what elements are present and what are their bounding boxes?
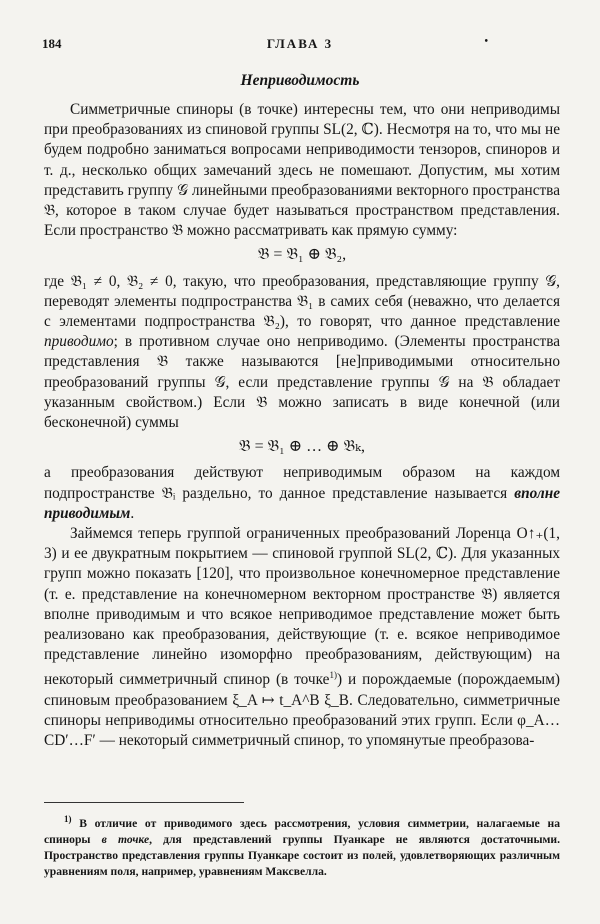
paragraph-2 bbox=[44, 272, 560, 434]
formula-finite-sum: 𝔅 = 𝔅₁ ⊕ … ⊕ 𝔅ₖ, bbox=[239, 438, 365, 456]
term-completely-reducible: вполне приводимым bbox=[44, 484, 560, 522]
chapter-title: ГЛАВА 3 bbox=[266, 36, 334, 51]
page-number: 184 bbox=[42, 36, 62, 51]
footnote-ref: 1) bbox=[329, 670, 337, 681]
paragraph-4-part-b: ) и порождаемые (порождаемым) спиновым преобразованием ξ_A ↦ t_A^B ξ_B. Следовательно, симметричные спиноры неприводимы относительно преобразований этих групп. Если φ_A…CD′…F′ — некоторый симметричный спинор, то упомянутые преобразова- bbox=[44, 671, 560, 750]
footnote bbox=[44, 811, 560, 880]
paragraph-3-part-a: а преобразования действуют неприводимым образом на каждом подпространстве 𝔅ᵢ раздельно, то данное представление называется bbox=[44, 464, 560, 502]
paragraph-2-part-b: ; в противном случае оно неприводимо. (Элементы пространства представления 𝔅 также называются [не]приводимыми относительно преобразований группы 𝒢, если представление группы 𝒢 на 𝔅 обладает указанным свойством.) Если 𝔅 можно записать в виде конечной (или бесконечной) суммы bbox=[44, 333, 560, 432]
term-reducible: приводимо bbox=[44, 333, 114, 351]
footnote-part-b: , для представлений группы Пуанкаре не являются достаточными. Пространство представления группы Пуанкаре состоит из полей, удовлетворяющих различным уравнениям поля, например, уравнениям Максвелла. bbox=[44, 832, 560, 878]
footnote-part-a: В отличие от приводимого здесь рассмотрения, условия симметрии, налагаемые на спиноры bbox=[44, 816, 560, 846]
main-text bbox=[44, 100, 560, 751]
header-mark: • bbox=[484, 36, 488, 47]
footnote-divider bbox=[44, 802, 244, 803]
paragraph-2-part-a: где 𝔅₁ ≠ 0, 𝔅₂ ≠ 0, такую, что преобразования, представляющие группу 𝒢, переводят элементы подпространства 𝔅₁ в самих себя (неважно, что делается с элементами подпространства 𝔅₂), то говорят, что данное представление bbox=[44, 272, 560, 331]
footnote-emph: в точке bbox=[101, 832, 150, 846]
section-title: Неприводимость bbox=[240, 72, 360, 89]
footnote-text bbox=[44, 811, 560, 880]
paragraph-4 bbox=[44, 524, 560, 751]
paragraph-4-part-a: Займемся теперь группой ограниченных преобразований Лоренца O↑₊(1, 3) и ее двукратным покрытием — спиновой группой SL(2, ℂ). Для указанных групп можно показать [120], что произвольное конечномерное представление (т. е. представление на конечномерном векторном пространстве 𝔅) является вполне приводимым и что всякое неприводимое представление может быть реализовано как преобразования, действующие (т. е. всякое неприводимое представление линейно изоморфно преобразованиям, действующим) на некоторый симметричный спинор (в точке bbox=[44, 525, 560, 689]
paragraph-3-part-b: . bbox=[130, 504, 135, 522]
footnote-marker: 1) bbox=[64, 814, 72, 824]
running-header bbox=[42, 36, 558, 54]
paragraph-3 bbox=[44, 463, 560, 524]
formula-direct-sum: 𝔅 = 𝔅₁ ⊕ 𝔅₂, bbox=[257, 246, 347, 264]
paragraph-1: Симметричные спиноры (в точке) интересны тем, что они неприводимы при преобразованиях из спиновой группы SL(2, ℂ). Несмотря на то, что мы не будем подробно заниматься вопросами неприводимости тензоров, спиноров и т. д., несколько общих замечаний здесь не помешают. Допустим, мы хотим представить группу 𝒢 линейными преобразованиями векторного пространства 𝔅, которое в таком случае будет называться пространством представления. Если пространство 𝔅 можно рассматривать как прямую сумму: bbox=[44, 101, 560, 240]
